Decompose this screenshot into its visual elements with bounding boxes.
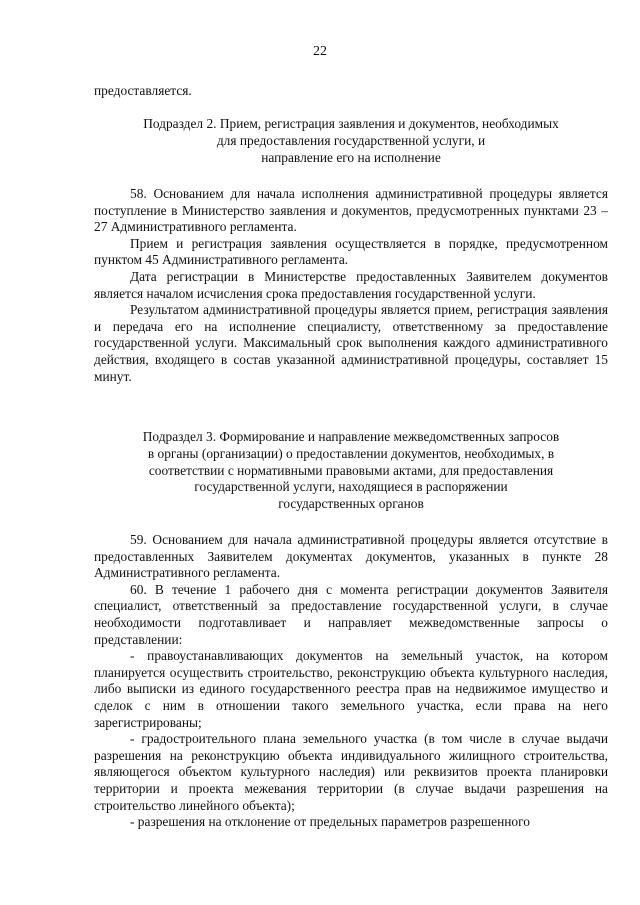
list-item-title-documents: - правоустанавливающих документов на земельный участок, на котором планируется осуществить строительство, реконструкцию объекта культурного наследия, либо выписки из единого государственного реестра прав на недвижимое имущество и сделок с ним в отношении такого земельного участка, если права на него зарегистрированы; <box>94 648 608 730</box>
list-item-urban-plan: - градостроительного плана земельного участка (в том числе в случае выдачи разрешения на реконструкцию объекта индивидуального жилищного строительства, являющегося объектом культурного наследия) или реквизитов проекта планировки территории и проекта межевания территории (в случае выдачи разрешения на строительство линейного объекта); <box>94 731 608 813</box>
paragraph-58: 58. Основанием для начала исполнения административной процедуры является поступление в Министерство заявления и документов, предусмотренных пунктами 23 – 27 Административного регламента. <box>94 186 608 235</box>
intro-line: предоставляется. <box>94 83 192 98</box>
subsection-3-heading <box>94 429 608 513</box>
subsection-2-heading <box>94 116 608 166</box>
paragraph-result: Результатом административной процедуры является прием, регистрация заявления и передача его на исполнение специалисту, ответственному за предоставление государственной услуги. Максимальный срок выполнения каждого административного действия, входящего в состав указанной административной процедуры, составляет 15 минут. <box>94 302 608 384</box>
list-item-deviation-permit: - разрешения на отклонение от предельных параметров разрешенного <box>130 814 530 830</box>
subsection-2-heading-line: Подраздел 2. Прием, регистрация заявления и документов, необходимых <box>143 116 559 131</box>
subsection-3-heading-line: Подраздел 3. Формирование и направление межведомственных запросов <box>142 429 560 444</box>
paragraph-59: 59. Основанием для начала административной процедуры является отсутствие в предоставленных Заявителем документах документов, указанных в пункте 28 Административного регламента. <box>94 532 608 581</box>
subsection-3-heading-line: государственных органов <box>278 496 424 512</box>
paragraph-60: 60. В течение 1 рабочего дня с момента регистрации документов Заявителя специалист, ответственный за предоставление государственной услуги, в случае необходимости подготавливает и направляет межведомственные запросы о представлении: <box>94 581 608 647</box>
subsection-3-heading-line: соответствии с нормативными правовыми актами, для предоставления <box>148 462 554 478</box>
subsection-3-heading-line: в органы (организации) о предоставлении документов, необходимых, в <box>147 445 555 461</box>
page-number: 22 <box>313 44 327 59</box>
subsection-2-heading-line: направление его на исполнение <box>261 149 441 165</box>
subsection-3-heading-line: государственной услуги, находящиеся в распоряжении <box>194 479 508 495</box>
intro-text <box>94 83 608 100</box>
subsection-2-heading-line: для предоставления государственной услуги, и <box>216 132 486 148</box>
paragraph-registration-date: Дата регистрации в Министерстве предоставленных Заявителем документов является началом исчисления срока предоставления государственной услуги. <box>94 268 608 301</box>
subsection-3-body <box>94 532 608 831</box>
paragraph-reception: Прием и регистрация заявления осуществляется в порядке, предусмотренном пунктом 45 Административного регламента. <box>94 235 608 268</box>
subsection-2-body <box>94 186 608 385</box>
